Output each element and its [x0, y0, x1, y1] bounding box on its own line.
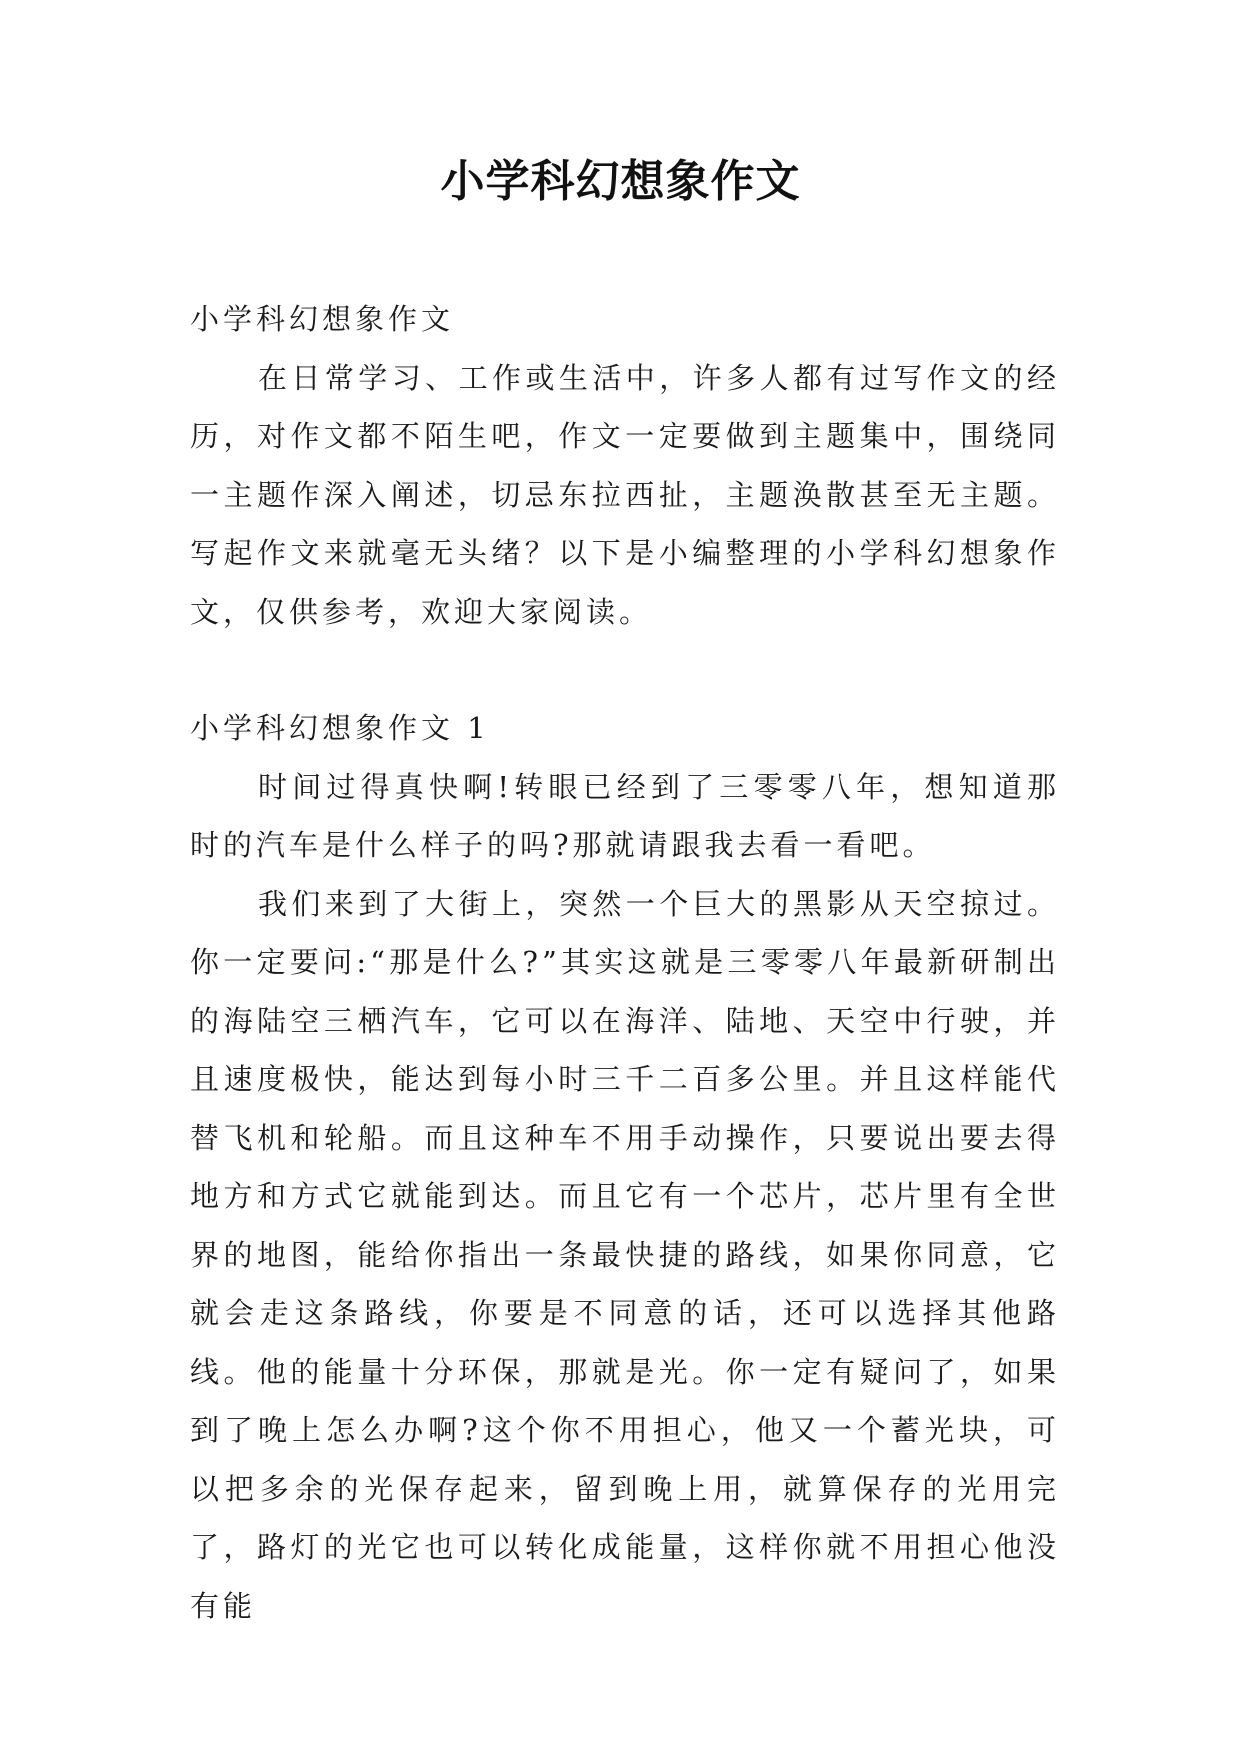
intro-paragraph: 在日常学习、工作或生活中，许多人都有过写作文的经历，对作文都不陌生吧，作文一定要做到主题集中，围绕同一主题作深入阐述，切忌东拉西扯，主题涣散甚至无主题。写起作文来就毫无头绪？以下是小编整理的小学科幻想象作文，仅供参考，欢迎大家阅读。	[190, 360, 1060, 629]
body-paragraph: 时间过得真快啊!转眼已经到了三零零八年，想知道那时的汽车是什么样子的吗?那就请跟我去看一看吧。	[190, 769, 1060, 862]
section-heading: 小学科幻想象作文 1	[190, 711, 490, 745]
document-title: 小学科幻想象作文	[440, 156, 801, 207]
document-subtitle: 小学科幻想象作文	[190, 302, 455, 336]
document-body	[190, 290, 1060, 1635]
body-paragraph: 我们来到了大街上，突然一个巨大的黑影从天空掠过。你一定要问:“那是什么?”其实这就是三零零八年最新研制出的海陆空三栖汽车，它可以在海洋、陆地、天空中行驶，并且速度极快，能达到每小时三千二百多公里。并且这样能代替飞机和轮船。而且这种车不用手动操作，只要说出要去得地方和方式它就能到达。而且它有一个芯片，芯片里有全世界的地图，能给你指出一条最快捷的路线，如果你同意，它就会走这条路线，你要是不同意的话，还可以选择其他路线。他的能量十分环保，那就是光。你一定有疑问了，如果到了晚上怎么办啊?这个你不用担心，他又一个蓄光块，可以把多余的光保存起来，留到晚上用，就算保存的光用完了，路灯的光它也可以转化成能量，这样你就不用担心他没有能	[190, 886, 1060, 1623]
section-spacer	[190, 641, 1060, 699]
